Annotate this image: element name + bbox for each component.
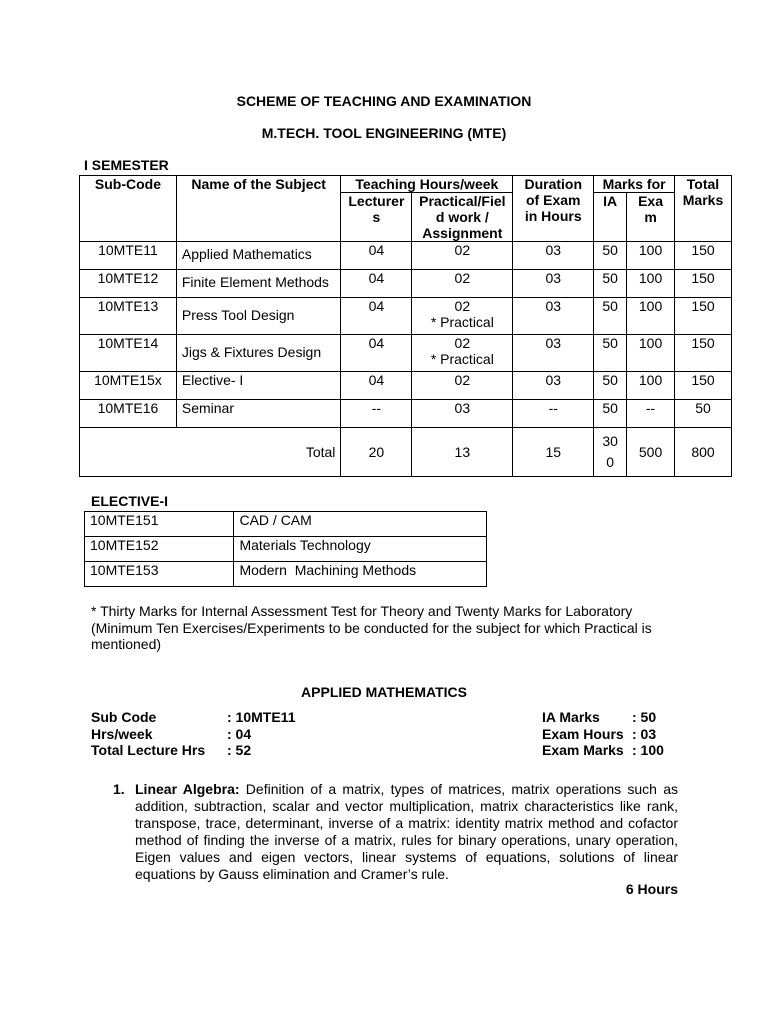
course-info-values-left: : 10MTE11 : 04 : 52 <box>227 709 296 758</box>
cell-total: 150 <box>675 372 732 400</box>
cell-total: 150 <box>675 242 732 270</box>
cell-code: 10MTE15x <box>80 372 177 400</box>
header-sub-code: Sub-Code <box>80 176 177 242</box>
scheme-table <box>79 175 732 477</box>
unit-hours: 6 Hours <box>625 881 678 897</box>
cell-exam: 100 <box>627 242 675 270</box>
cell-code: 10MTE12 <box>80 270 177 298</box>
cell-exam: -- <box>627 400 675 428</box>
header-lecturers: Lecturer s <box>341 193 412 242</box>
cell-ia: 50 <box>594 400 627 428</box>
elective-table <box>84 511 487 587</box>
cell-code: 10MTE13 <box>80 298 177 335</box>
cell-lecturers: 04 <box>341 372 412 400</box>
cell-lecturers: 04 <box>341 298 412 335</box>
cell-subject: Elective- I <box>176 372 341 400</box>
elective-name: CAD / CAM <box>234 512 487 537</box>
cell-total-lecturers: 20 <box>341 428 412 477</box>
cell-total-marks: 800 <box>675 428 732 477</box>
footnote: * Thirty Marks for Internal Assessment Test for Theory and Twenty Marks for Laboratory (Minimum Ten Exercises/Experiments to be conducted for the subject for which Practical is mentioned) <box>91 603 652 652</box>
cell-practical: 02 <box>412 270 513 298</box>
course-info-values-right: : 50 : 03 : 100 <box>632 709 664 758</box>
cell-ia: 50 <box>594 270 627 298</box>
table-row <box>80 242 732 270</box>
table-row <box>80 372 732 400</box>
cell-total-label: Total <box>80 428 341 477</box>
cell-total-practical: 13 <box>412 428 513 477</box>
cell-lecturers: 04 <box>341 335 412 372</box>
cell-exam: 100 <box>627 270 675 298</box>
cell-duration: 03 <box>513 270 594 298</box>
table-row <box>80 400 732 428</box>
document-subtitle: M.TECH. TOOL ENGINEERING (MTE) <box>261 125 507 141</box>
cell-total-exam: 500 <box>627 428 675 477</box>
unit-number: 1. <box>113 781 125 797</box>
cell-practical: 02 <box>412 242 513 270</box>
header-duration: Duration of Exam in Hours <box>513 176 594 242</box>
cell-code: 10MTE14 <box>80 335 177 372</box>
unit-text: Definition of a matrix, types of matrices, matrix operations such as addition, subtraction, scalar and vector multiplication, matrix characteristics like rank, transpose, trace, determinant, inverse of a matrix: identity matrix method and cofactor method of finding the inverse of a matrix, rules for binary operations, unary operation, Eigen values and eigen vectors, linear systems of equations, solutions of linear equations by Gauss elimination and Cramer’s rule. <box>135 781 678 882</box>
header-practical: Practical/Fiel d work / Assignment <box>412 193 513 242</box>
cell-duration: 03 <box>513 335 594 372</box>
table-row <box>85 537 487 562</box>
cell-code: 10MTE16 <box>80 400 177 428</box>
cell-exam: 100 <box>627 335 675 372</box>
semester-label: I SEMESTER <box>84 157 169 173</box>
cell-code: 10MTE11 <box>80 242 177 270</box>
cell-total: 50 <box>675 400 732 428</box>
cell-duration: 03 <box>513 372 594 400</box>
cell-total: 150 <box>675 270 732 298</box>
cell-subject: Seminar <box>176 400 341 428</box>
elective-code: 10MTE153 <box>85 562 234 587</box>
cell-duration: -- <box>513 400 594 428</box>
cell-ia: 50 <box>594 372 627 400</box>
elective-heading: ELECTIVE-I <box>91 493 169 509</box>
table-row <box>80 335 732 372</box>
header-ia: IA <box>594 193 627 242</box>
cell-exam: 100 <box>627 298 675 335</box>
elective-code: 10MTE151 <box>85 512 234 537</box>
cell-ia: 50 <box>594 335 627 372</box>
cell-practical: 02 <box>412 372 513 400</box>
elective-name: Modern Machining Methods <box>234 562 487 587</box>
cell-total: 150 <box>675 298 732 335</box>
unit-heading: Linear Algebra: <box>135 781 240 797</box>
header-subject: Name of the Subject <box>176 176 341 242</box>
header-marks-for: Marks for <box>594 176 675 193</box>
table-row <box>80 298 732 335</box>
cell-lecturers: 04 <box>341 242 412 270</box>
cell-lecturers: -- <box>341 400 412 428</box>
cell-practical: 02 * Practical <box>412 298 513 335</box>
elective-name: Materials Technology <box>234 537 487 562</box>
course-info-labels-right: IA Marks Exam Hours Exam Marks <box>542 709 624 758</box>
cell-subject: Finite Element Methods <box>176 270 341 298</box>
cell-total-duration: 15 <box>513 428 594 477</box>
header-teaching-hours: Teaching Hours/week <box>341 176 513 193</box>
table-total-row <box>80 428 732 477</box>
cell-duration: 03 <box>513 242 594 270</box>
cell-subject: Applied Mathematics <box>176 242 341 270</box>
cell-total: 150 <box>675 335 732 372</box>
cell-practical: 03 <box>412 400 513 428</box>
cell-practical: 02 * Practical <box>412 335 513 372</box>
header-total-marks: Total Marks <box>675 176 732 242</box>
unit-description <box>135 781 678 883</box>
cell-ia: 50 <box>594 242 627 270</box>
table-row <box>85 512 487 537</box>
document-title: SCHEME OF TEACHING AND EXAMINATION <box>236 93 532 109</box>
cell-total-ia: 30 0 <box>594 428 627 477</box>
header-exam: Exa m <box>627 193 675 242</box>
table-row <box>80 270 732 298</box>
course-info-labels-left: Sub Code Hrs/week Total Lecture Hrs <box>91 709 206 758</box>
course-title: APPLIED MATHEMATICS <box>301 684 467 700</box>
cell-subject: Press Tool Design <box>176 298 341 335</box>
elective-code: 10MTE152 <box>85 537 234 562</box>
table-row <box>85 562 487 587</box>
cell-duration: 03 <box>513 298 594 335</box>
cell-exam: 100 <box>627 372 675 400</box>
cell-lecturers: 04 <box>341 270 412 298</box>
cell-subject: Jigs & Fixtures Design <box>176 335 341 372</box>
table-header-row <box>80 176 732 193</box>
cell-ia: 50 <box>594 298 627 335</box>
